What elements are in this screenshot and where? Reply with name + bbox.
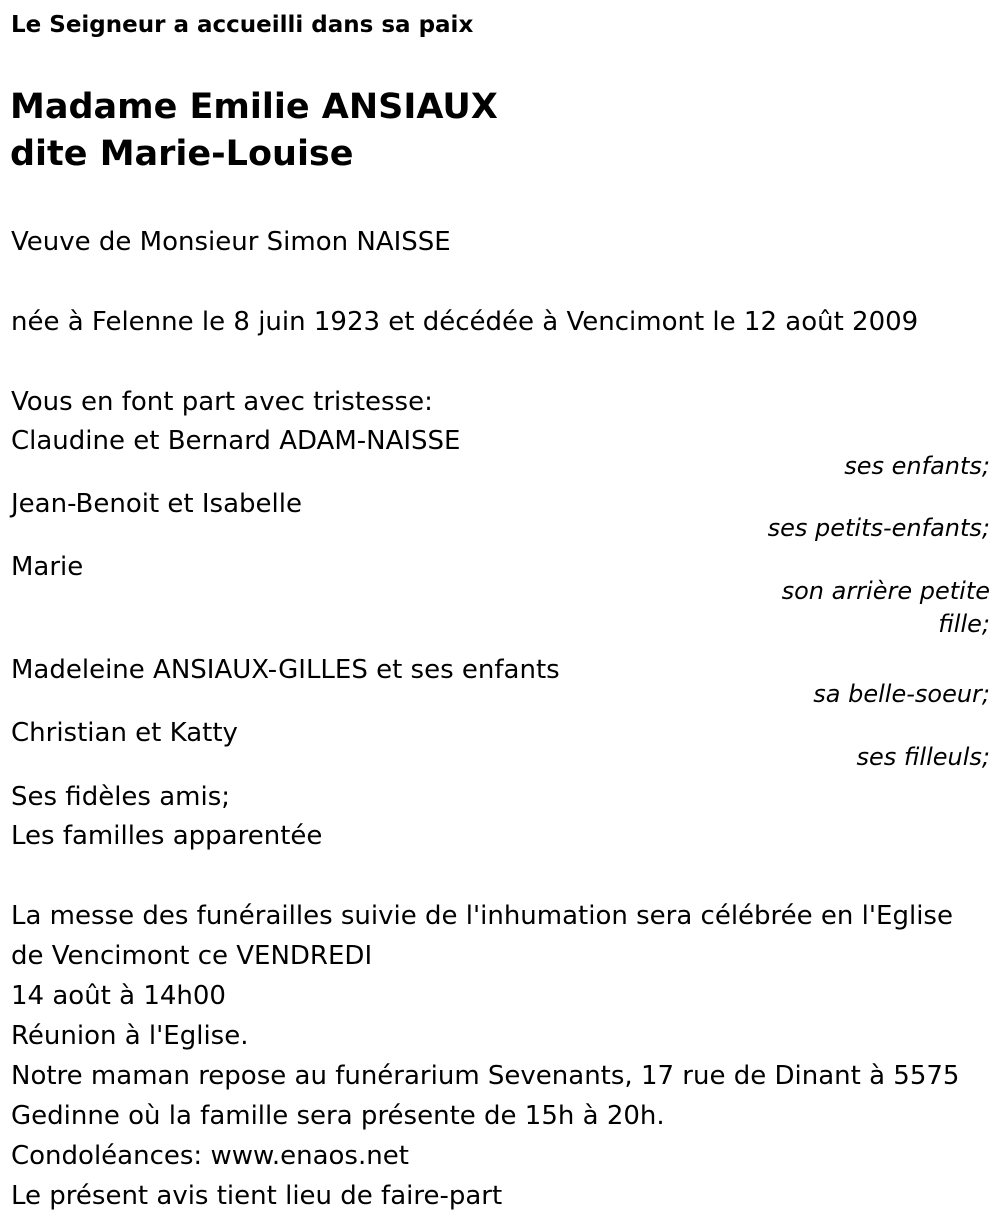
ceremony-meeting: Réunion à l'Eglise. <box>11 1021 249 1051</box>
birth-death-text: née à Felenne le 8 juin 1923 et décédée à Vencimont le 12 août 2009 <box>11 307 919 337</box>
family-names-3: Marie <box>11 552 84 582</box>
family-names-2: Jean-Benoit et Isabelle <box>11 489 302 519</box>
deceased-name <box>10 84 498 178</box>
deceased-name-line1: Madame Emilie ANSIAUX <box>10 87 498 127</box>
ceremony-line-1: La messe des funérailles suivie de l'inhumation sera célébrée en l'Eglise <box>11 901 953 931</box>
family-intro: Vous en font part avec tristesse: <box>11 387 433 417</box>
funeral-home-line-2: Gedinne où la famille sera présente de 15h à 20h. <box>11 1101 665 1131</box>
condolences-text: Condoléances: www.enaos.net <box>11 1141 409 1171</box>
closing-text: Le présent avis tient lieu de faire-part <box>11 1181 503 1211</box>
spouse-text: Veuve de Monsieur Simon NAISSE <box>11 227 451 257</box>
family-names-5: Christian et Katty <box>11 718 238 748</box>
family-relation-1: ses enfants; <box>844 452 990 480</box>
funeral-home-line-1: Notre maman repose au funérarium Sevenants, 17 rue de Dinant à 5575 <box>11 1061 960 1091</box>
family-relation-4: sa belle-soeur; <box>813 680 990 708</box>
ceremony-line-2: de Vencimont ce VENDREDI <box>11 941 373 971</box>
family-relation-2: ses petits-enfants; <box>767 514 990 542</box>
family-names-1: Claudine et Bernard ADAM-NAISSE <box>11 426 461 456</box>
family-names-4: Madeleine ANSIAUX-GILLES et ses enfants <box>11 655 560 685</box>
family-relation-5: ses filleuls; <box>856 743 990 771</box>
deceased-name-line2: dite Marie-Louise <box>10 134 354 174</box>
friends-text: Ses fidèles amis; <box>11 782 231 812</box>
ceremony-date: 14 août à 14h00 <box>11 981 226 1011</box>
intro-text: Le Seigneur a accueilli dans sa paix <box>11 12 474 38</box>
relatives-text: Les familles apparentée <box>11 821 323 851</box>
family-relation-3: son arrière petite fille; <box>781 577 990 638</box>
